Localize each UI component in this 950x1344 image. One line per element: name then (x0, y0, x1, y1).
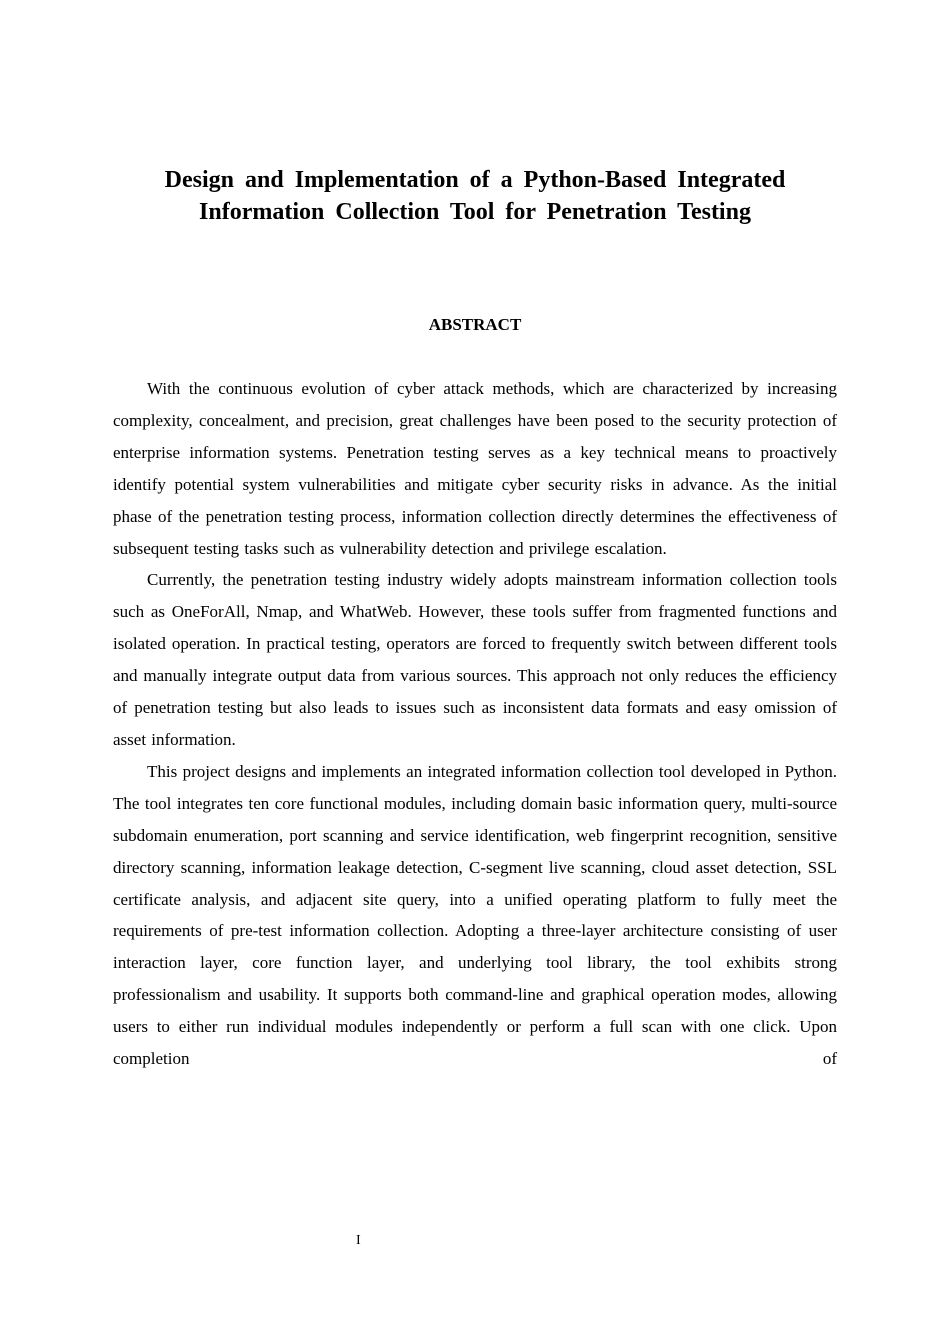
title-line-2: Information Collection Tool for Penetration Testing (199, 199, 751, 225)
abstract-body (113, 373, 837, 1075)
abstract-heading: ABSTRACT (428, 315, 522, 334)
title-line-1: Design and Implementation of a Python-Based Integrated (164, 167, 786, 193)
page-title (113, 164, 837, 228)
abstract-paragraph-1: With the continuous evolution of cyber attack methods, which are characterized by increasing complexity, concealment, and precision, great challenges have been posed to the security protection of enterprise information systems. Penetration testing serves as a key technical means to proactively identify potential system vulnerabilities and mitigate cyber security risks in advance. As the initial phase of the penetration testing process, information collection directly determines the effectiveness of subsequent testing tasks such as vulnerability detection and privilege escalation. (113, 379, 837, 558)
page-number: I (356, 1233, 361, 1248)
abstract-paragraph-3: This project designs and implements an integrated information collection tool developed in Python. The tool integrates ten core functional modules, including domain basic information query, multi-source subdomain enumeration, port scanning and service identification, web fingerprint recognition, sensitive directory scanning, information leakage detection, C-segment live scanning, cloud asset detection, SSL certificate analysis, and adjacent site query, into a unified operating platform to fully meet the requirements of pre-test information collection. Adopting a three-layer architecture consisting of user interaction layer, core function layer, and underlying tool library, the tool exhibits strong professionalism and usability. It supports both command-line and graphical operation modes, allowing users to either run individual modules independently or perform a full scan with one click. Upon completion of (113, 761, 837, 1069)
abstract-paragraph-2: Currently, the penetration testing industry widely adopts mainstream information collection tools such as OneForAll, Nmap, and WhatWeb. However, these tools suffer from fragmented functions and isolated operation. In practical testing, operators are forced to frequently switch between different tools and manually integrate output data from various sources. This approach not only reduces the efficiency of penetration testing but also leads to issues such as inconsistent data formats and easy omission of asset information. (113, 570, 837, 749)
